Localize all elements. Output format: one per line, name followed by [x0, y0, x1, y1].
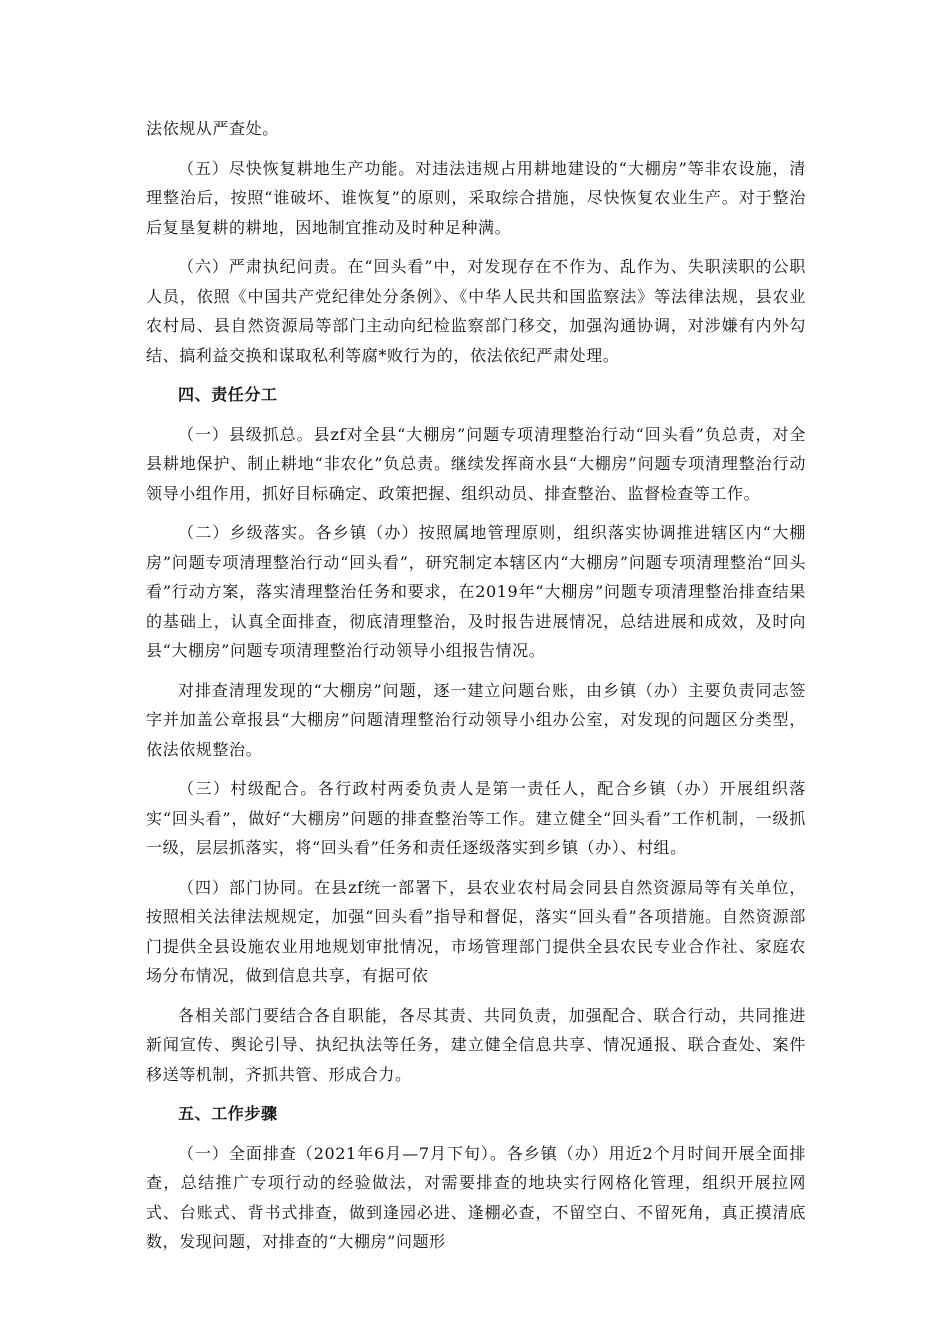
paragraph: （一）全面排查（2021年6月—7月下旬）。各乡镇（办）用近2个月时间开展全面排查，总结推广专项行动的经验做法，对需要排查的地块实行网格化管理，组织开展拉网式、台账式、背书式排查，做到逢园必进、逢棚必查，不留空白、不留死角，真正摸清底数，发现问题，对排查的“大棚房”问题形 [146, 1143, 806, 1251]
document-body [146, 114, 806, 1267]
paragraph: 对排查清理发现的“大棚房”问题，逐一建立问题台账，由乡镇（办）主要负责同志签字并加盖公章报县“大棚房”问题清理整治行动领导小组办公室，对发现的问题区分类型，依法依规整治。 [146, 680, 806, 759]
paragraph: （一）县级抓总。县zf对全县“大棚房”问题专项清理整治行动“回头看”负总责，对全县耕地保护、制止耕地“非农化”负总责。继续发挥商水县“大棚房”问题专项清理整治行动领导小组作用，抓好目标确定、政策把握、组织动员、排查整治、监督检查等工作。 [146, 424, 806, 503]
paragraph: 各相关部门要结合各自职能，各尽其责、共同负责，加强配合、联合行动，共同推进新闻宣传、舆论引导、执纪执法等任务，建立健全信息共享、情况通报、联合查处、案件移送等机制，齐抓共管、形成合力。 [146, 1005, 806, 1084]
section-heading: 五、工作步骤 [178, 1104, 278, 1123]
paragraph: 法依规从严查处。 [146, 119, 279, 138]
paragraph: （六）严肃执纪问责。在“回头看”中，对发现存在不作为、乱作为、失职渎职的公职人员，依照《中国共产党纪律处分条例》、《中华人民共和国监察法》等法律法规，县农业农村局、县自然资源局等部门主动向纪检监察部门移交，加强沟通协调，对涉嫌有内外勾结、搞利益交换和谋取私利等腐*败行为的，依法依纪严肃处理。 [146, 257, 806, 365]
paragraph: （五）尽快恢复耕地生产功能。对违法违规占用耕地建设的“大棚房”等非农设施，清理整治后，按照“谁破坏、谁恢复”的原则，采取综合措施，尽快恢复农业生产。对于整治后复垦复耕的耕地，因地制宜推动及时种足种满。 [146, 158, 806, 237]
paragraph: （四）部门协同。在县zf统一部署下，县农业农村局会同县自然资源局等有关单位，按照相关法律法规规定，加强“回头看”指导和督促，落实“回头看”各项措施。自然资源部门提供全县设施农业用地规划审批情况，市场管理部门提供全县农民专业合作社、家庭农场分布情况，做到信息共享，有据可依 [146, 877, 806, 985]
paragraph: （二）乡级落实。各乡镇（办）按照属地管理原则，组织落实协调推进辖区内“大棚房”问题专项清理整治行动“回头看”，研究制定本辖区内“大棚房”问题专项清理整治“回头看”行动方案，落实清理整治任务和要求，在2019年“大棚房”问题专项清理整治排查结果的基础上，认真全面排查，彻底清理整治，及时报告进展情况，总结进展和成效，及时向县“大棚房”问题专项清理整治行动领导小组报告情况。 [146, 523, 806, 660]
section-heading: 四、责任分工 [178, 385, 278, 404]
paragraph: （三）村级配合。各行政村两委负责人是第一责任人，配合乡镇（办）开展组织落实“回头看”，做好“大棚房”问题的排查整治等工作。建立健全“回头看”工作机制，一级抓一级，层层抓落实，将“回头看”任务和责任逐级落实到乡镇（办）、村组。 [146, 779, 806, 857]
